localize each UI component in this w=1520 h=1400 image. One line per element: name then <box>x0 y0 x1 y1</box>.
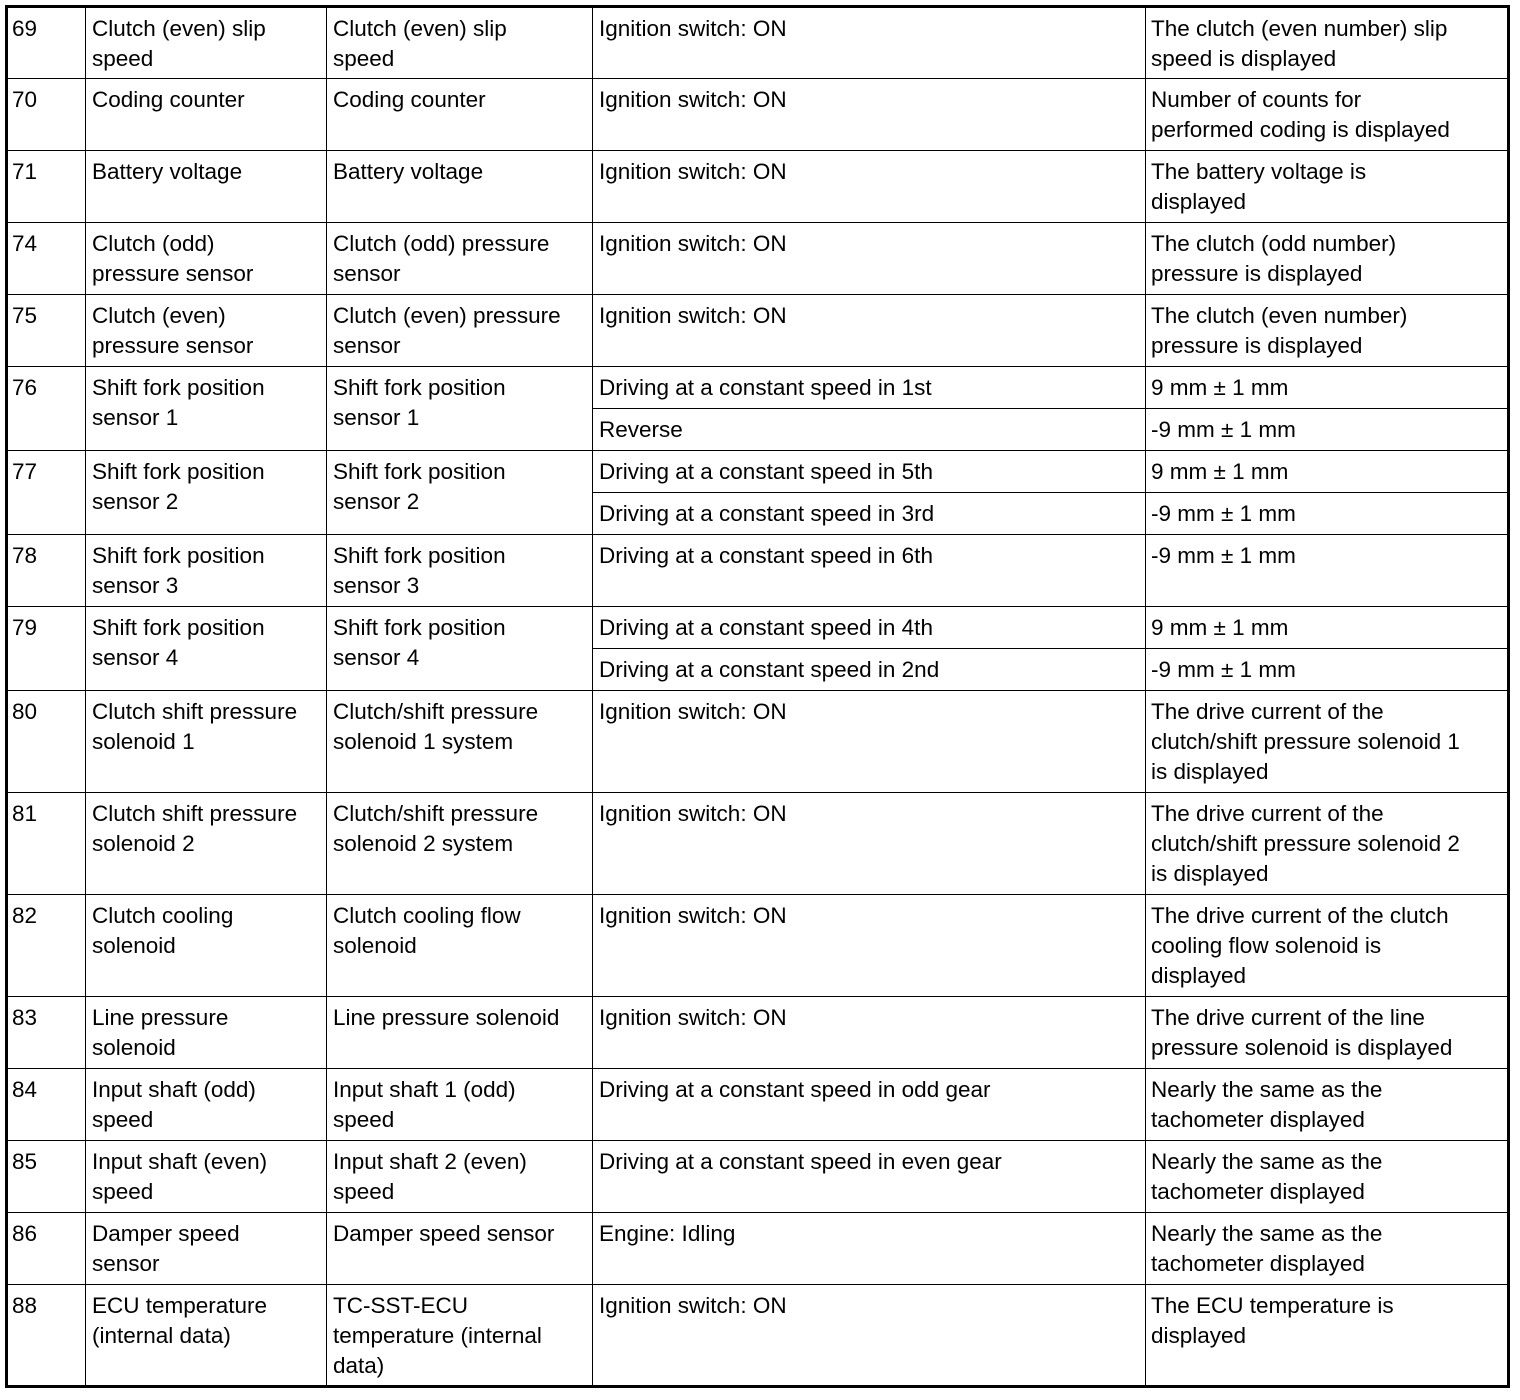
condition: Ignition switch: ON <box>593 7 1146 79</box>
table-row <box>7 535 1509 607</box>
display-item: Coding counter <box>327 79 593 151</box>
item-number: 85 <box>7 1141 86 1213</box>
condition: Engine: Idling <box>593 1213 1146 1285</box>
specified-value: The ECU temperature is displayed <box>1146 1285 1509 1387</box>
specified-value: Number of counts for performed coding is displayed <box>1146 79 1509 151</box>
table-row <box>7 7 1509 79</box>
condition: Reverse <box>593 409 1146 451</box>
specified-value: The drive current of the clutch/shift pressure solenoid 2 is displayed <box>1146 793 1509 895</box>
item-number: 80 <box>7 691 86 793</box>
item-name: Shift fork position sensor 1 <box>86 367 327 451</box>
display-item: Input shaft 1 (odd) speed <box>327 1069 593 1141</box>
display-item: TC-SST-ECU temperature (internal data) <box>327 1285 593 1387</box>
item-number: 86 <box>7 1213 86 1285</box>
display-item: Clutch/shift pressure solenoid 1 system <box>327 691 593 793</box>
table-row <box>7 451 1509 493</box>
item-name: Coding counter <box>86 79 327 151</box>
table-row <box>7 1213 1509 1285</box>
item-name: Clutch cooling solenoid <box>86 895 327 997</box>
display-item: Shift fork position sensor 3 <box>327 535 593 607</box>
item-number: 81 <box>7 793 86 895</box>
display-item: Shift fork position sensor 1 <box>327 367 593 451</box>
condition: Driving at a constant speed in 1st <box>593 367 1146 409</box>
table-row <box>7 1141 1509 1213</box>
specified-value: 9 mm ± 1 mm <box>1146 367 1509 409</box>
condition: Ignition switch: ON <box>593 79 1146 151</box>
table-row <box>7 295 1509 367</box>
table-row <box>7 367 1509 409</box>
item-name: Input shaft (even) speed <box>86 1141 327 1213</box>
condition: Driving at a constant speed in 4th <box>593 607 1146 649</box>
item-name: Clutch (even) slip speed <box>86 7 327 79</box>
display-item: Damper speed sensor <box>327 1213 593 1285</box>
specified-value: The drive current of the line pressure solenoid is displayed <box>1146 997 1509 1069</box>
condition: Ignition switch: ON <box>593 793 1146 895</box>
condition: Ignition switch: ON <box>593 295 1146 367</box>
item-name: Clutch shift pressure solenoid 2 <box>86 793 327 895</box>
specified-value: Nearly the same as the tachometer displayed <box>1146 1141 1509 1213</box>
specified-value: Nearly the same as the tachometer displayed <box>1146 1069 1509 1141</box>
specified-value: -9 mm ± 1 mm <box>1146 409 1509 451</box>
specified-value: The clutch (odd number) pressure is displayed <box>1146 223 1509 295</box>
display-item: Clutch (even) slip speed <box>327 7 593 79</box>
item-name: Line pressure solenoid <box>86 997 327 1069</box>
table-row <box>7 793 1509 895</box>
item-name: Shift fork position sensor 3 <box>86 535 327 607</box>
condition: Ignition switch: ON <box>593 997 1146 1069</box>
condition: Driving at a constant speed in odd gear <box>593 1069 1146 1141</box>
table-row <box>7 1069 1509 1141</box>
specified-value: The clutch (even number) slip speed is displayed <box>1146 7 1509 79</box>
specified-value: Nearly the same as the tachometer displayed <box>1146 1213 1509 1285</box>
item-number: 71 <box>7 151 86 223</box>
display-item: Input shaft 2 (even) speed <box>327 1141 593 1213</box>
item-name: Input shaft (odd) speed <box>86 1069 327 1141</box>
display-item: Battery voltage <box>327 151 593 223</box>
condition: Driving at a constant speed in even gear <box>593 1141 1146 1213</box>
specified-value: The drive current of the clutch cooling flow solenoid is displayed <box>1146 895 1509 997</box>
display-item: Clutch (odd) pressure sensor <box>327 223 593 295</box>
table-row <box>7 151 1509 223</box>
item-name: Shift fork position sensor 2 <box>86 451 327 535</box>
condition: Ignition switch: ON <box>593 895 1146 997</box>
table-row <box>7 997 1509 1069</box>
condition: Ignition switch: ON <box>593 223 1146 295</box>
display-item: Clutch/shift pressure solenoid 2 system <box>327 793 593 895</box>
item-number: 70 <box>7 79 86 151</box>
specified-value: The clutch (even number) pressure is displayed <box>1146 295 1509 367</box>
specified-value: -9 mm ± 1 mm <box>1146 535 1509 607</box>
table-row <box>7 607 1509 649</box>
table-row <box>7 895 1509 997</box>
display-item: Shift fork position sensor 2 <box>327 451 593 535</box>
table-row <box>7 1285 1509 1387</box>
display-item: Clutch (even) pressure sensor <box>327 295 593 367</box>
item-number: 78 <box>7 535 86 607</box>
specified-value: The drive current of the clutch/shift pressure solenoid 1 is displayed <box>1146 691 1509 793</box>
table-row <box>7 223 1509 295</box>
specified-value: The battery voltage is displayed <box>1146 151 1509 223</box>
item-number: 84 <box>7 1069 86 1141</box>
item-name: Damper speed sensor <box>86 1213 327 1285</box>
display-item: Clutch cooling flow solenoid <box>327 895 593 997</box>
condition: Driving at a constant speed in 2nd <box>593 649 1146 691</box>
item-number: 74 <box>7 223 86 295</box>
item-number: 82 <box>7 895 86 997</box>
specified-value: -9 mm ± 1 mm <box>1146 649 1509 691</box>
table-row <box>7 79 1509 151</box>
table-body <box>7 7 1509 1387</box>
item-number: 76 <box>7 367 86 451</box>
item-number: 83 <box>7 997 86 1069</box>
item-name: Clutch (even) pressure sensor <box>86 295 327 367</box>
data-monitor-table <box>5 5 1510 1388</box>
display-item: Line pressure solenoid <box>327 997 593 1069</box>
item-name: Clutch (odd) pressure sensor <box>86 223 327 295</box>
condition: Ignition switch: ON <box>593 691 1146 793</box>
display-item: Shift fork position sensor 4 <box>327 607 593 691</box>
item-name: Battery voltage <box>86 151 327 223</box>
specified-value: -9 mm ± 1 mm <box>1146 493 1509 535</box>
table-row <box>7 691 1509 793</box>
item-number: 75 <box>7 295 86 367</box>
item-number: 88 <box>7 1285 86 1387</box>
specified-value: 9 mm ± 1 mm <box>1146 607 1509 649</box>
item-number: 79 <box>7 607 86 691</box>
item-number: 77 <box>7 451 86 535</box>
item-name: Shift fork position sensor 4 <box>86 607 327 691</box>
item-name: ECU temperature (internal data) <box>86 1285 327 1387</box>
condition: Ignition switch: ON <box>593 151 1146 223</box>
item-name: Clutch shift pressure solenoid 1 <box>86 691 327 793</box>
condition: Driving at a constant speed in 3rd <box>593 493 1146 535</box>
item-number: 69 <box>7 7 86 79</box>
condition: Driving at a constant speed in 6th <box>593 535 1146 607</box>
condition: Driving at a constant speed in 5th <box>593 451 1146 493</box>
specified-value: 9 mm ± 1 mm <box>1146 451 1509 493</box>
condition: Ignition switch: ON <box>593 1285 1146 1387</box>
